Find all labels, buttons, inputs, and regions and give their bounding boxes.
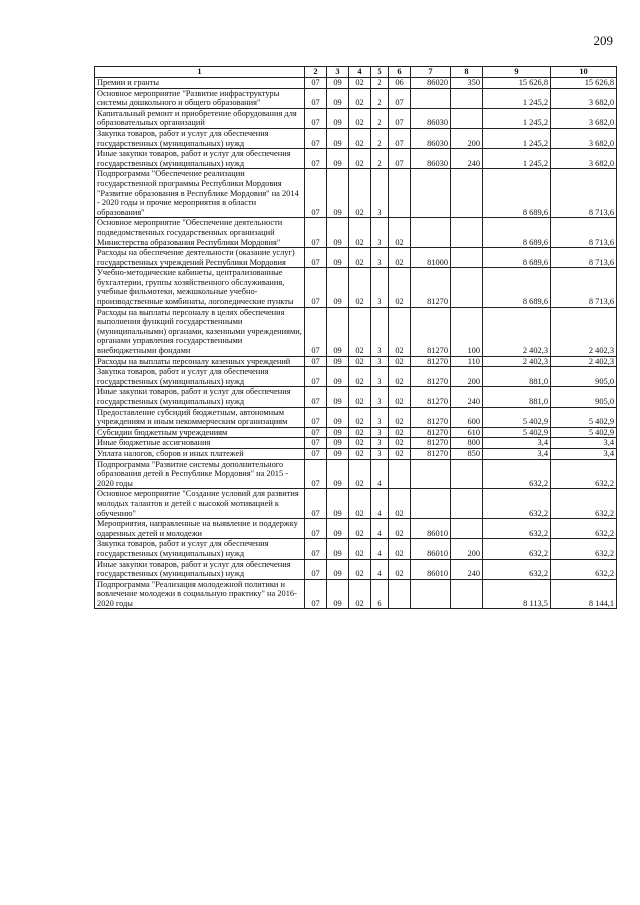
column-header: 5 [371,67,389,78]
amount-year1-cell: 8 113,5 [483,579,551,609]
subprogram-code-cell: 6 [371,579,389,609]
expense-type-cell [451,88,483,108]
activity-code-cell: 02 [389,539,411,559]
amount-year2-cell: 8 144,1 [551,579,617,609]
direction-code-cell [411,169,451,218]
page-number: 209 [593,33,613,48]
table-row [95,149,617,169]
row-name-cell: Подпрограмма "Развитие системы дополнительного образования детей в Республике Мордовия" на 2015 - 2020 годы [95,459,305,489]
table-row [95,218,617,248]
expense-type-cell [451,248,483,268]
amount-year1-cell: 632,2 [483,489,551,519]
section-code-cell: 07 [305,579,327,609]
expense-type-cell: 240 [451,559,483,579]
program-code-cell: 02 [349,88,371,108]
table-row [95,539,617,559]
program-code-cell: 02 [349,367,371,387]
subsection-code-cell: 09 [327,448,349,459]
amount-year2-cell: 8 713,6 [551,268,617,307]
subprogram-code-cell: 3 [371,448,389,459]
column-header: 6 [389,67,411,78]
table-row [95,307,617,356]
amount-year2-cell: 3 682,0 [551,108,617,128]
subsection-code-cell: 09 [327,438,349,449]
subsection-code-cell: 09 [327,407,349,427]
subprogram-code-cell: 3 [371,427,389,438]
row-name-cell: Иные бюджетные ассигнования [95,438,305,449]
amount-year2-cell: 3 682,0 [551,149,617,169]
row-name-cell: Учебно-методические кабинеты, централизованные бухгалтерии, группы хозяйственного обслуживания, учебные фильмотеки, межшкольные учебно-производственные комбинаты, логопедические пункты [95,268,305,307]
activity-code-cell: 07 [389,88,411,108]
amount-year2-cell: 5 402,9 [551,427,617,438]
amount-year2-cell: 2 402,3 [551,307,617,356]
table-row [95,519,617,539]
table-row [95,248,617,268]
expense-type-cell [451,519,483,539]
activity-code-cell: 02 [389,218,411,248]
section-code-cell: 07 [305,427,327,438]
table-row [95,387,617,407]
table-row [95,108,617,128]
program-code-cell: 02 [349,356,371,367]
subprogram-code-cell: 2 [371,149,389,169]
row-name-cell: Иные закупки товаров, работ и услуг для обеспечения государственных (муниципальных) нужд [95,149,305,169]
amount-year1-cell: 1 245,2 [483,128,551,148]
subsection-code-cell: 09 [327,218,349,248]
activity-code-cell [389,579,411,609]
amount-year2-cell: 3,4 [551,448,617,459]
amount-year2-cell: 2 402,3 [551,356,617,367]
expense-type-cell: 240 [451,149,483,169]
activity-code-cell: 02 [389,489,411,519]
section-code-cell: 07 [305,268,327,307]
direction-code-cell: 81270 [411,268,451,307]
subsection-code-cell: 09 [327,88,349,108]
direction-code-cell: 81270 [411,407,451,427]
amount-year1-cell: 632,2 [483,519,551,539]
expense-type-cell: 200 [451,367,483,387]
column-header: 1 [95,67,305,78]
amount-year1-cell: 8 689,6 [483,218,551,248]
subprogram-code-cell: 3 [371,307,389,356]
row-name-cell: Расходы на выплаты персоналу в целях обеспечения выполнения функций государственными (муниципальными) органами, казенными учреждениями, органами управления государственными внебюджетными фондами [95,307,305,356]
activity-code-cell: 02 [389,559,411,579]
program-code-cell: 02 [349,149,371,169]
direction-code-cell: 86030 [411,149,451,169]
table-body [95,78,617,609]
program-code-cell: 02 [349,268,371,307]
subprogram-code-cell: 3 [371,356,389,367]
amount-year1-cell: 8 689,6 [483,169,551,218]
activity-code-cell: 02 [389,268,411,307]
subprogram-code-cell: 3 [371,387,389,407]
amount-year1-cell: 1 245,2 [483,149,551,169]
table-row [95,88,617,108]
activity-code-cell [389,459,411,489]
subsection-code-cell: 09 [327,489,349,519]
subsection-code-cell: 09 [327,387,349,407]
section-code-cell: 07 [305,367,327,387]
activity-code-cell: 07 [389,128,411,148]
subprogram-code-cell: 3 [371,407,389,427]
amount-year1-cell: 3,4 [483,448,551,459]
table-row [95,356,617,367]
direction-code-cell: 81000 [411,248,451,268]
row-name-cell: Премии и гранты [95,78,305,89]
program-code-cell: 02 [349,407,371,427]
amount-year2-cell: 8 713,6 [551,169,617,218]
direction-code-cell [411,579,451,609]
subsection-code-cell: 09 [327,108,349,128]
row-name-cell: Расходы на обеспечение деятельности (оказание услуг) государственных учреждений Республики Мордовия [95,248,305,268]
section-code-cell: 07 [305,248,327,268]
expense-type-cell [451,459,483,489]
section-code-cell: 07 [305,539,327,559]
table-row [95,579,617,609]
row-name-cell: Предоставление субсидий бюджетным, автономным учреждениям и иным некоммерческим организациям [95,407,305,427]
direction-code-cell [411,489,451,519]
table-row [95,169,617,218]
table-row [95,78,617,89]
activity-code-cell: 02 [389,448,411,459]
subsection-code-cell: 09 [327,169,349,218]
table-row [95,448,617,459]
amount-year2-cell: 3 682,0 [551,128,617,148]
direction-code-cell: 81270 [411,307,451,356]
program-code-cell: 02 [349,459,371,489]
subsection-code-cell: 09 [327,519,349,539]
row-name-cell: Основное мероприятие "Создание условий для развития молодых талантов и детей с высокой мотивацией к обучению" [95,489,305,519]
program-code-cell: 02 [349,427,371,438]
amount-year1-cell: 8 689,6 [483,268,551,307]
amount-year2-cell: 5 402,9 [551,407,617,427]
direction-code-cell: 81270 [411,367,451,387]
subsection-code-cell: 09 [327,459,349,489]
program-code-cell: 02 [349,218,371,248]
amount-year2-cell: 632,2 [551,539,617,559]
column-header: 3 [327,67,349,78]
expense-type-cell: 200 [451,128,483,148]
table-row [95,489,617,519]
amount-year2-cell: 905,0 [551,367,617,387]
subsection-code-cell: 09 [327,356,349,367]
activity-code-cell: 02 [389,367,411,387]
program-code-cell: 02 [349,579,371,609]
subprogram-code-cell: 2 [371,88,389,108]
expense-type-cell [451,169,483,218]
subsection-code-cell: 09 [327,149,349,169]
expense-type-cell: 850 [451,448,483,459]
program-code-cell: 02 [349,387,371,407]
subsection-code-cell: 09 [327,579,349,609]
amount-year2-cell: 632,2 [551,489,617,519]
direction-code-cell [411,459,451,489]
program-code-cell: 02 [349,539,371,559]
amount-year2-cell: 905,0 [551,387,617,407]
amount-year2-cell: 8 713,6 [551,218,617,248]
direction-code-cell: 86010 [411,519,451,539]
program-code-cell: 02 [349,519,371,539]
direction-code-cell: 81270 [411,356,451,367]
section-code-cell: 07 [305,438,327,449]
expense-type-cell: 610 [451,427,483,438]
row-name-cell: Капитальный ремонт и приобретение оборудования для образовательных организаций [95,108,305,128]
row-name-cell: Мероприятия, направленные на выявление и поддержку одаренных детей и молодежи [95,519,305,539]
amount-year1-cell: 5 402,9 [483,407,551,427]
amount-year1-cell: 8 689,6 [483,248,551,268]
section-code-cell: 07 [305,88,327,108]
amount-year1-cell: 881,0 [483,367,551,387]
subprogram-code-cell: 4 [371,459,389,489]
row-name-cell: Субсидии бюджетным учреждениям [95,427,305,438]
column-header: 10 [551,67,617,78]
table-row [95,559,617,579]
subprogram-code-cell: 3 [371,268,389,307]
expense-type-cell [451,108,483,128]
amount-year2-cell: 632,2 [551,459,617,489]
subprogram-code-cell: 4 [371,539,389,559]
amount-year1-cell: 632,2 [483,459,551,489]
expense-type-cell: 240 [451,387,483,407]
section-code-cell: 07 [305,169,327,218]
activity-code-cell: 02 [389,248,411,268]
expense-type-cell: 350 [451,78,483,89]
expense-type-cell [451,268,483,307]
row-name-cell: Иные закупки товаров, работ и услуг для обеспечения государственных (муниципальных) нужд [95,387,305,407]
subprogram-code-cell: 3 [371,248,389,268]
activity-code-cell: 07 [389,149,411,169]
subprogram-code-cell: 4 [371,519,389,539]
section-code-cell: 07 [305,128,327,148]
direction-code-cell [411,88,451,108]
expense-type-cell [451,579,483,609]
row-name-cell: Закупка товаров, работ и услуг для обеспечения государственных (муниципальных) нужд [95,128,305,148]
program-code-cell: 02 [349,248,371,268]
row-name-cell: Закупка товаров, работ и услуг для обеспечения государственных (муниципальных) нужд [95,367,305,387]
subsection-code-cell: 09 [327,248,349,268]
section-code-cell: 07 [305,356,327,367]
amount-year1-cell: 5 402,9 [483,427,551,438]
row-name-cell: Подпрограмма "Обеспечение реализации государственной программы Республики Мордовия "Развитие образования в Республике Мордовия" на 2014 - 2020 годы и прочие мероприятия в области образования" [95,169,305,218]
subprogram-code-cell: 2 [371,128,389,148]
amount-year1-cell: 2 402,3 [483,307,551,356]
table-row [95,268,617,307]
column-header: 8 [451,67,483,78]
expense-type-cell: 600 [451,407,483,427]
expense-type-cell: 800 [451,438,483,449]
table-row [95,367,617,387]
row-name-cell: Подпрограмма "Реализация молодежной политики и вовлечение молодежи в социальную практику" на 2016-2020 годы [95,579,305,609]
table-row [95,407,617,427]
table-row [95,459,617,489]
amount-year2-cell: 632,2 [551,519,617,539]
subsection-code-cell: 09 [327,128,349,148]
direction-code-cell: 86010 [411,539,451,559]
amount-year1-cell: 881,0 [483,387,551,407]
subprogram-code-cell: 3 [371,367,389,387]
subsection-code-cell: 09 [327,367,349,387]
direction-code-cell: 86020 [411,78,451,89]
amount-year1-cell: 15 626,8 [483,78,551,89]
amount-year1-cell: 2 402,3 [483,356,551,367]
direction-code-cell: 86030 [411,108,451,128]
program-code-cell: 02 [349,489,371,519]
column-header: 2 [305,67,327,78]
subprogram-code-cell: 2 [371,108,389,128]
direction-code-cell [411,218,451,248]
activity-code-cell: 02 [389,407,411,427]
program-code-cell: 02 [349,448,371,459]
amount-year1-cell: 632,2 [483,539,551,559]
activity-code-cell: 02 [389,427,411,438]
amount-year1-cell: 1 245,2 [483,88,551,108]
section-code-cell: 07 [305,559,327,579]
amount-year2-cell: 15 626,8 [551,78,617,89]
section-code-cell: 07 [305,108,327,128]
amount-year1-cell: 632,2 [483,559,551,579]
expense-type-cell: 110 [451,356,483,367]
direction-code-cell: 81270 [411,387,451,407]
program-code-cell: 02 [349,307,371,356]
program-code-cell: 02 [349,78,371,89]
row-name-cell: Уплата налогов, сборов и иных платежей [95,448,305,459]
amount-year2-cell: 8 713,6 [551,248,617,268]
subsection-code-cell: 09 [327,539,349,559]
direction-code-cell: 81270 [411,448,451,459]
row-name-cell: Иные закупки товаров, работ и услуг для обеспечения государственных (муниципальных) нужд [95,559,305,579]
activity-code-cell: 02 [389,387,411,407]
amount-year2-cell: 3 682,0 [551,88,617,108]
direction-code-cell: 81270 [411,427,451,438]
row-name-cell: Основное мероприятие "Обеспечение деятельности подведомственных государственных организаций Министерства образования Республики Мордовия" [95,218,305,248]
subprogram-code-cell: 3 [371,218,389,248]
subsection-code-cell: 09 [327,559,349,579]
program-code-cell: 02 [349,108,371,128]
subprogram-code-cell: 3 [371,438,389,449]
expense-type-cell [451,218,483,248]
activity-code-cell: 02 [389,519,411,539]
direction-code-cell: 81270 [411,438,451,449]
activity-code-cell: 06 [389,78,411,89]
activity-code-cell: 07 [389,108,411,128]
direction-code-cell: 86030 [411,128,451,148]
amount-year1-cell: 3,4 [483,438,551,449]
section-code-cell: 07 [305,459,327,489]
column-header: 9 [483,67,551,78]
section-code-cell: 07 [305,448,327,459]
expense-type-cell: 200 [451,539,483,559]
subsection-code-cell: 09 [327,268,349,307]
program-code-cell: 02 [349,438,371,449]
subprogram-code-cell: 4 [371,559,389,579]
section-code-cell: 07 [305,387,327,407]
activity-code-cell [389,169,411,218]
header-row [95,67,617,78]
subprogram-code-cell: 3 [371,169,389,218]
row-name-cell: Закупка товаров, работ и услуг для обеспечения государственных (муниципальных) нужд [95,539,305,559]
row-name-cell: Расходы на выплаты персоналу казенных учреждений [95,356,305,367]
section-code-cell: 07 [305,218,327,248]
table-row [95,438,617,449]
section-code-cell: 07 [305,489,327,519]
activity-code-cell: 02 [389,307,411,356]
amount-year2-cell: 632,2 [551,559,617,579]
subprogram-code-cell: 4 [371,489,389,519]
table-row [95,128,617,148]
amount-year1-cell: 1 245,2 [483,108,551,128]
activity-code-cell: 02 [389,356,411,367]
subsection-code-cell: 09 [327,307,349,356]
program-code-cell: 02 [349,169,371,218]
column-header: 7 [411,67,451,78]
expense-type-cell [451,489,483,519]
row-name-cell: Основное мероприятие "Развитие инфраструктуры системы дошкольного и общего образования" [95,88,305,108]
table-row [95,427,617,438]
section-code-cell: 07 [305,519,327,539]
column-header: 4 [349,67,371,78]
subsection-code-cell: 09 [327,427,349,438]
section-code-cell: 07 [305,149,327,169]
program-code-cell: 02 [349,559,371,579]
section-code-cell: 07 [305,407,327,427]
subprogram-code-cell: 2 [371,78,389,89]
expense-type-cell: 100 [451,307,483,356]
amount-year2-cell: 3,4 [551,438,617,449]
budget-table [94,66,617,609]
activity-code-cell: 02 [389,438,411,449]
section-code-cell: 07 [305,78,327,89]
program-code-cell: 02 [349,128,371,148]
section-code-cell: 07 [305,307,327,356]
direction-code-cell: 86010 [411,559,451,579]
subsection-code-cell: 09 [327,78,349,89]
